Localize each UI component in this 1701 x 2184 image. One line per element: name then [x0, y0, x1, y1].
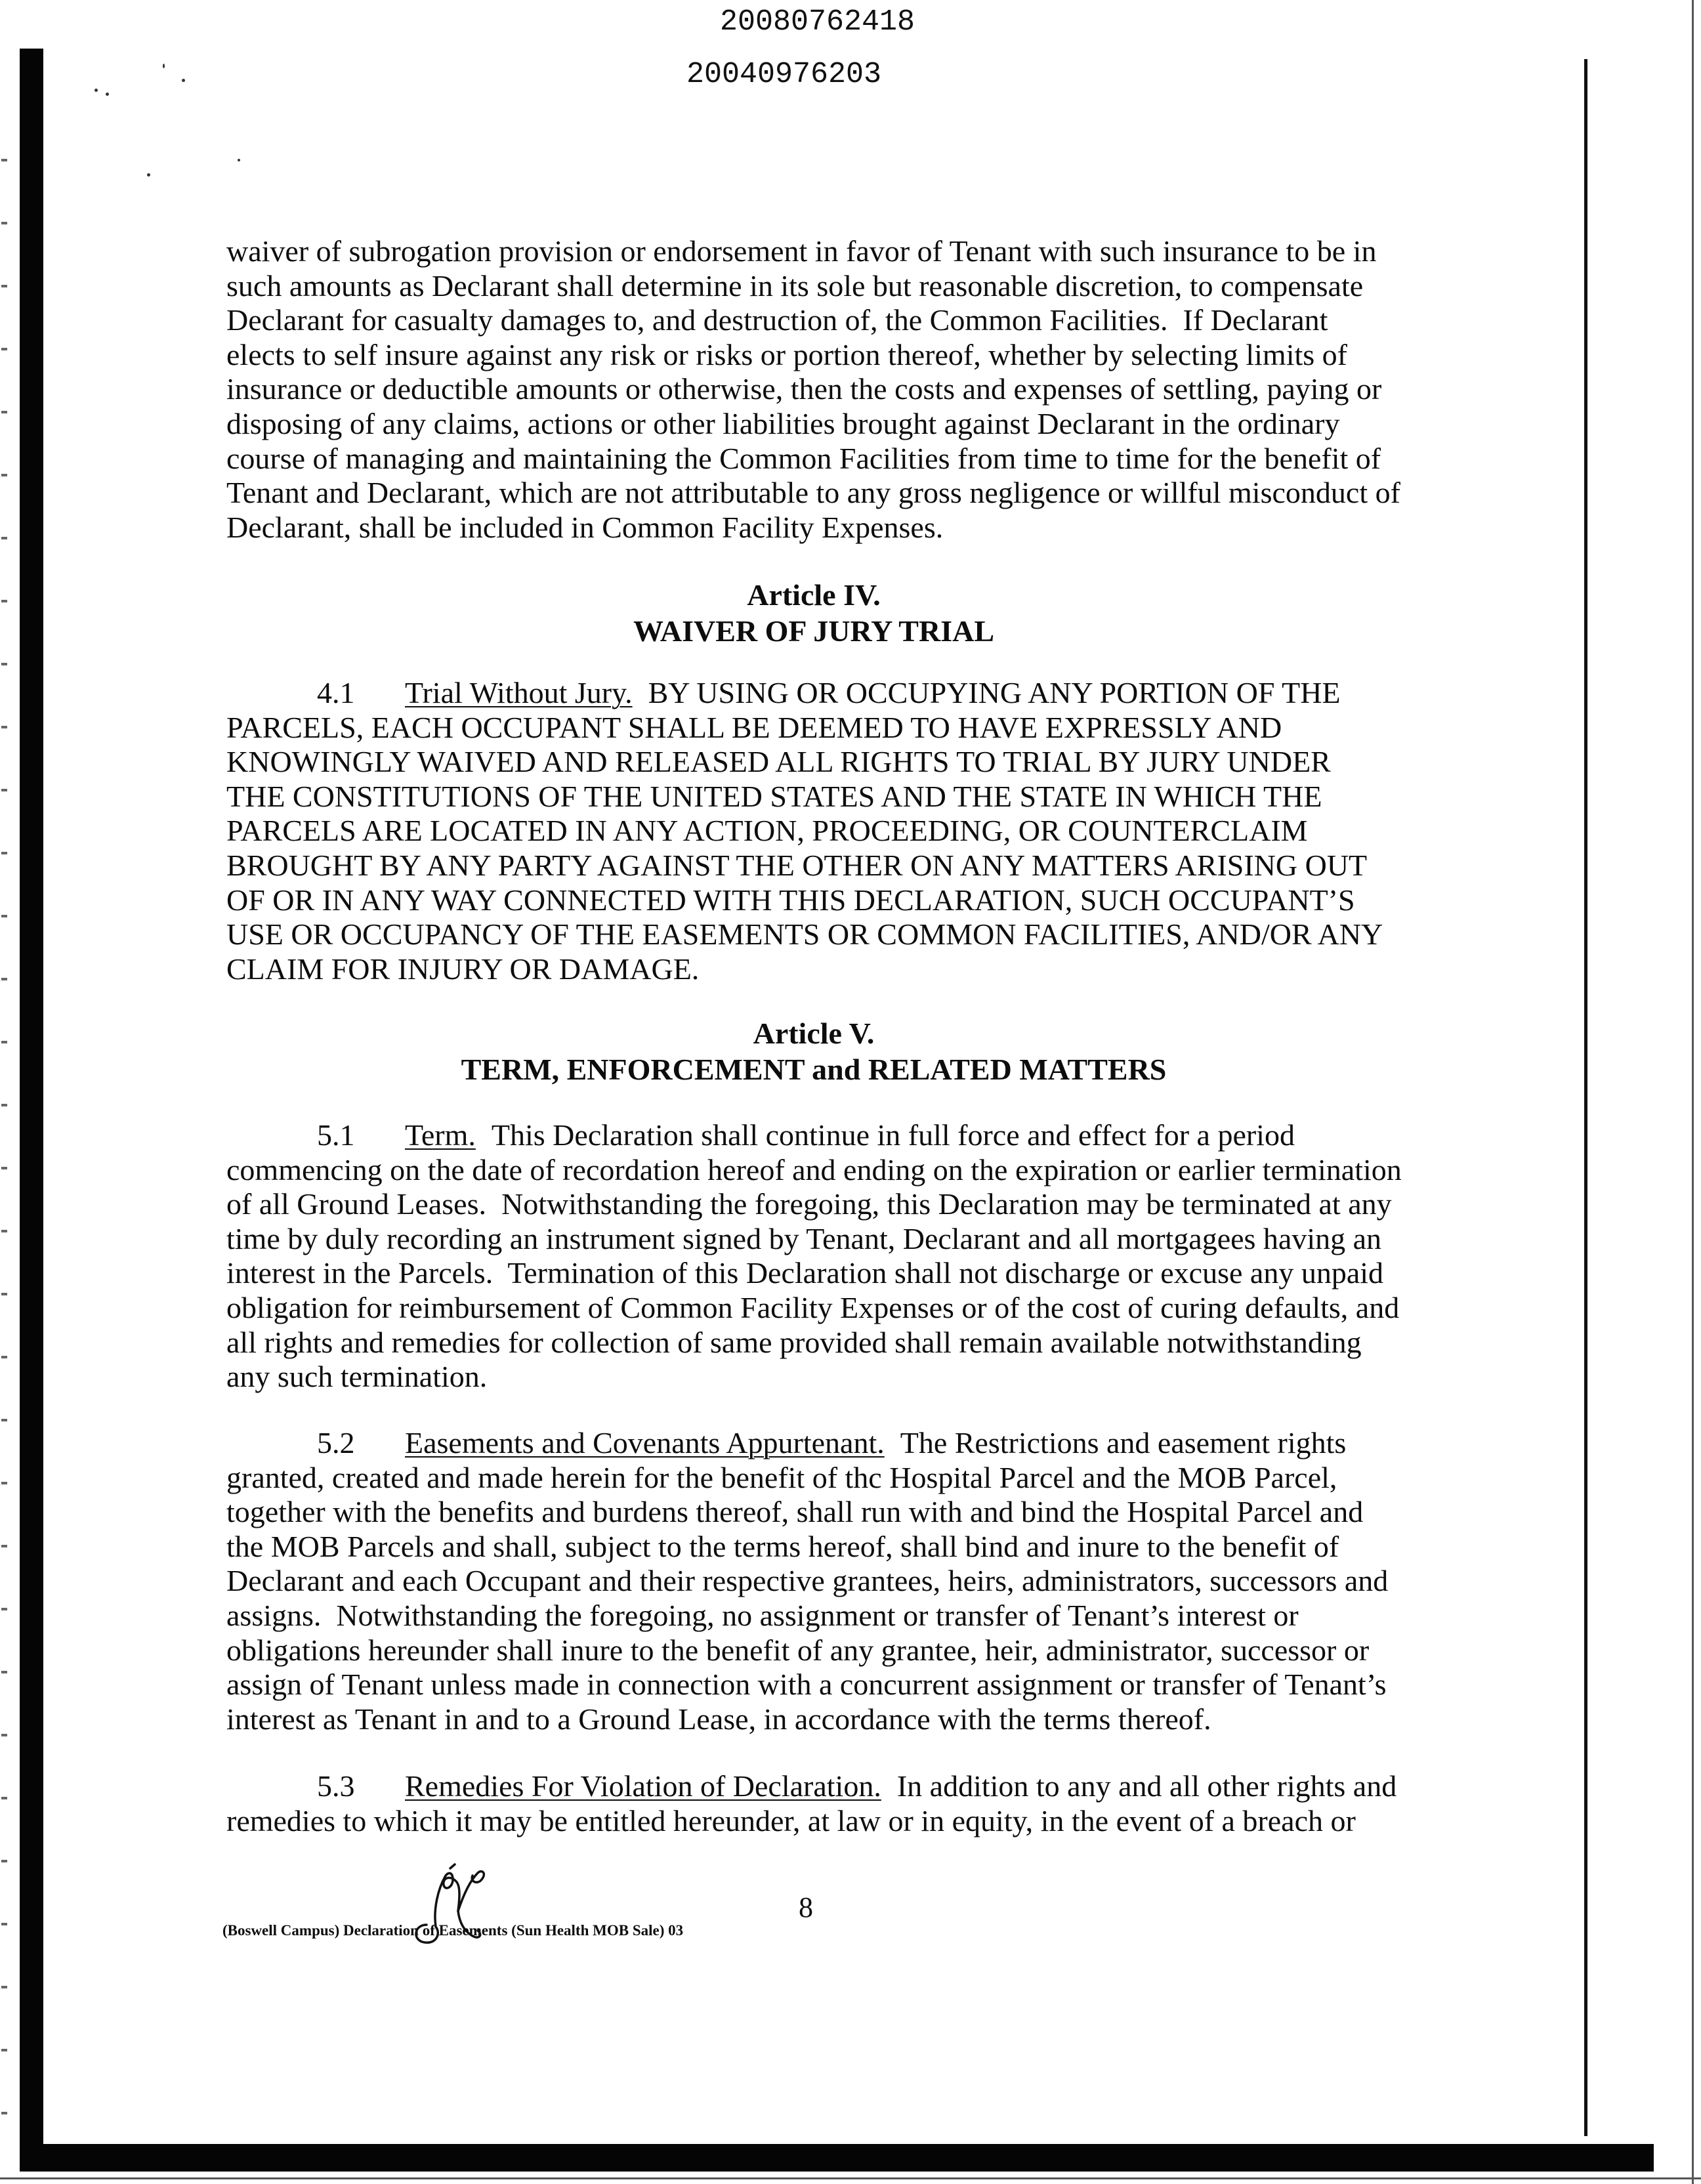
paragraph-line: course of managing and maintaining the Common Facilities from time to time for the benefit of — [226, 441, 1381, 475]
paragraph-line: disposing of any claims, actions or other liabilities brought against Declarant in the ordinary — [226, 406, 1340, 440]
paragraph-line: any such termination. — [226, 1360, 488, 1394]
scan-speck — [147, 173, 150, 177]
section-first-line-text: In addition to any and all other rights and — [896, 1769, 1397, 1803]
paragraph-line: insurance or deductible amounts or otherwise, then the costs and expenses of settling, paying or — [226, 372, 1382, 406]
paragraph-line: THE CONSTITUTIONS OF THE UNITED STATES AND THE STATE IN WHICH THE — [226, 779, 1322, 813]
section-first-line — [226, 1769, 1473, 1804]
article-label: Article IV. — [747, 578, 881, 612]
section-first-line — [226, 1118, 1473, 1153]
page-number: 8 — [799, 1891, 813, 1923]
scan-speck — [182, 79, 185, 82]
article-4-heading — [226, 578, 1401, 649]
paragraph-line: such amounts as Declarant shall determine in its sole but reasonable discretion, to compensate — [226, 268, 1364, 303]
section-heading: Remedies For Violation of Declaration. — [405, 1769, 881, 1803]
article-label: Article V. — [753, 1017, 875, 1050]
section-5-1 — [226, 1118, 1473, 1395]
section-heading: Trial Without Jury. — [405, 676, 633, 709]
footer-document-label: (Boswell Campus) Declaration of Easements (Sun Health MOB Sale) 03 — [222, 1922, 684, 1939]
recording-number: 20080762418 — [720, 5, 915, 39]
handwritten-initials — [407, 1862, 499, 1948]
article-5-heading — [226, 1016, 1401, 1087]
scan-speck — [163, 64, 165, 68]
section-heading: Term. — [405, 1118, 476, 1152]
paragraph-line: PARCELS, EACH OCCUPANT SHALL BE DEEMED TO HAVE EXPRESSLY AND — [226, 710, 1282, 744]
intro-paragraph — [226, 234, 1473, 545]
paragraph-line: BROUGHT BY ANY PARTY AGAINST THE OTHER ON ANY MATTERS ARISING OUT — [226, 848, 1368, 882]
article-title: TERM, ENFORCEMENT and RELATED MATTERS — [461, 1052, 1167, 1086]
scan-speck — [238, 159, 240, 161]
paragraph-line: all rights and remedies for collection of same provided shall remain available notwithstanding — [226, 1325, 1362, 1359]
scan-border-bottom — [20, 2144, 1654, 2172]
paragraph-line: obligation for reimbursement of Common Facility Expenses or of the cost of curing defaults, and — [226, 1290, 1400, 1324]
scan-speck — [94, 89, 98, 92]
page-edge-right — [1692, 0, 1694, 2184]
paragraph-line: commencing on the date of recordation hereof and ending on the expiration or earlier termination — [226, 1152, 1402, 1186]
paragraph-line: elects to self insure against any risk or risks or portion thereof, whether by selecting limits of — [226, 337, 1347, 371]
paragraph-line: OF OR IN ANY WAY CONNECTED WITH THIS DECLARATION, SUCH OCCUPANT’S — [226, 883, 1355, 917]
paragraph-line: together with the benefits and burdens thereof, shall run with and bind the Hospital Parcel and — [226, 1495, 1364, 1529]
scan-speck — [106, 93, 109, 96]
section-first-line — [226, 676, 1473, 711]
paragraph-line: waiver of subrogation provision or endorsement in favor of Tenant with such insurance to be in — [226, 234, 1377, 268]
section-first-line-text: BY USING OR OCCUPYING ANY PORTION OF THE — [648, 676, 1341, 709]
paragraph-line: of all Ground Leases. Notwithstanding the foregoing, this Declaration may be terminated at any — [226, 1187, 1392, 1221]
paragraph-line: remedies to which it may be entitled hereunder, at law or in equity, in the event of a breach or — [226, 1803, 1356, 1838]
section-4-1 — [226, 676, 1473, 986]
prior-recording-number: 20040976203 — [686, 58, 882, 91]
section-first-line-text: The Restrictions and easement rights — [900, 1426, 1347, 1460]
section-number: 4.1 — [317, 676, 355, 709]
scan-border-right — [1584, 59, 1587, 2136]
paragraph-line: Declarant, shall be included in Common Facility Expenses. — [226, 510, 944, 544]
section-number: 5.1 — [317, 1118, 355, 1152]
paragraph-line: interest in the Parcels. Termination of this Declaration shall not discharge or excuse any unpaid — [226, 1256, 1384, 1290]
article-title: WAIVER OF JURY TRIAL — [633, 614, 995, 648]
paragraph-line: time by duly recording an instrument signed by Tenant, Declarant and all mortgagees having an — [226, 1221, 1382, 1255]
paragraph-line: interest as Tenant in and to a Ground Lease, in accordance with the terms thereof. — [226, 1702, 1211, 1736]
paragraph-line: assigns. Notwithstanding the foregoing, no assignment or transfer of Tenant’s interest or — [226, 1598, 1299, 1632]
paragraph-line: the MOB Parcels and shall, subject to the terms hereof, shall bind and inure to the benefit of — [226, 1529, 1339, 1563]
page-edge-bottom — [0, 2177, 1701, 2179]
scan-border-left — [20, 49, 43, 2172]
paragraph-line: obligations hereunder shall inure to the benefit of any grantee, heir, administrator, successor or — [226, 1633, 1370, 1667]
paragraph-line: PARCELS ARE LOCATED IN ANY ACTION, PROCEEDING, OR COUNTERCLAIM — [226, 814, 1308, 848]
paragraph-line: assign of Tenant unless made in connection with a concurrent assignment or transfer of Tenant’s — [226, 1668, 1387, 1702]
paragraph-line: granted, created and made herein for the benefit of thc Hospital Parcel and the MOB Parcel, — [226, 1460, 1337, 1494]
paragraph-line: Declarant for casualty damages to, and destruction of, the Common Facilities. If Declarant — [226, 303, 1328, 337]
paragraph-line: USE OR OCCUPANCY OF THE EASEMENTS OR COMMON FACILITIES, AND/OR ANY — [226, 917, 1383, 952]
section-heading: Easements and Covenants Appurtenant. — [405, 1426, 885, 1460]
section-5-3 — [226, 1769, 1473, 1838]
section-number: 5.3 — [317, 1769, 355, 1803]
paragraph-line: Declarant and each Occupant and their respective grantees, heirs, administrators, successors and — [226, 1564, 1389, 1598]
paragraph-line: CLAIM FOR INJURY OR DAMAGE. — [226, 952, 700, 986]
scan-edge-ticks — [1, 98, 7, 2120]
section-first-line-text: This Declaration shall continue in full force and effect for a period — [491, 1118, 1295, 1152]
section-first-line — [226, 1426, 1473, 1461]
section-number: 5.2 — [317, 1426, 355, 1460]
paragraph-line: Tenant and Declarant, which are not attributable to any gross negligence or willful misconduct of — [226, 476, 1400, 510]
paragraph-line: KNOWINGLY WAIVED AND RELEASED ALL RIGHTS TO TRIAL BY JURY UNDER — [226, 745, 1331, 779]
section-5-2 — [226, 1426, 1473, 1736]
